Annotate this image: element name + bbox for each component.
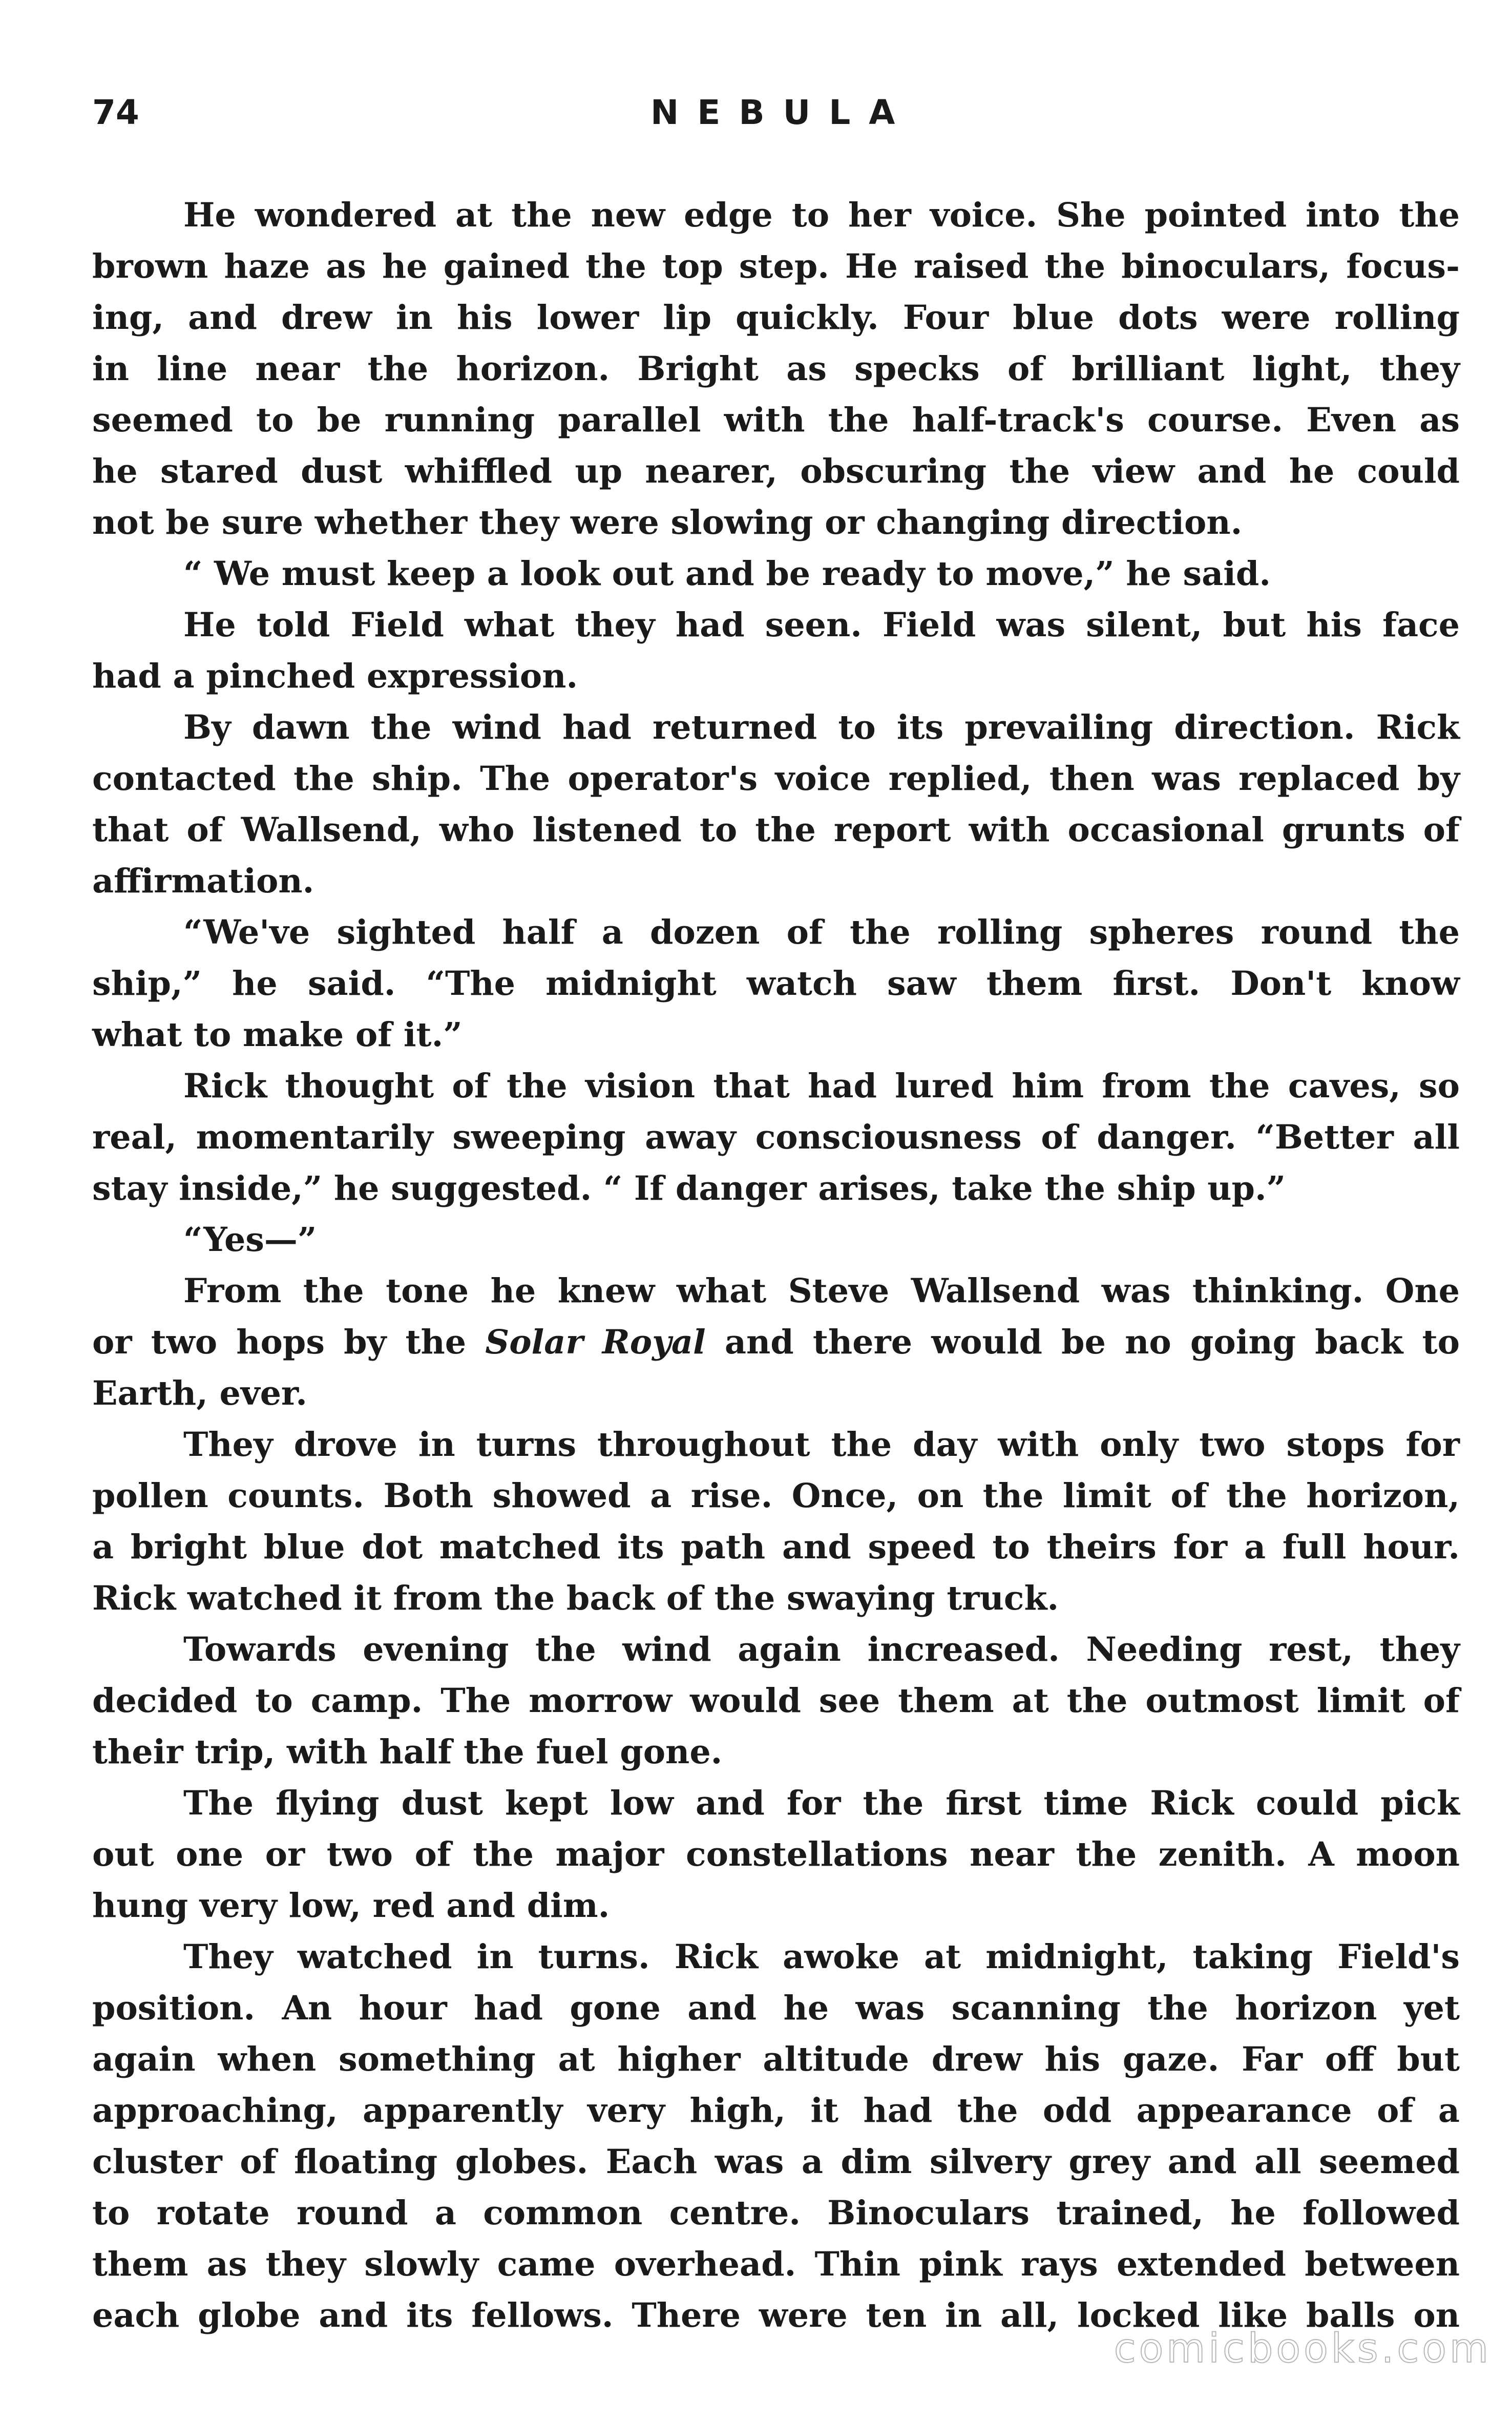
text-line: They watched in turns. Rick awoke at midnight, taking Field's <box>183 1937 1460 1976</box>
ship-name: Solar Royal <box>485 1323 706 1362</box>
text-line: out one or two of the major constellations near the zenith. A moon <box>92 1835 1460 1874</box>
text-line: ship,” he said. “The midnight watch saw them first. Don't know <box>92 964 1460 1003</box>
text-line: approaching, apparently very high, it had the odd appearance of a <box>92 2091 1460 2130</box>
text-line: what to make of it.” <box>92 1015 463 1054</box>
text-line: Towards evening the wind again increased. Needing rest, they <box>183 1630 1460 1669</box>
page-number: 74 <box>92 93 139 132</box>
text-line: not be sure whether they were slowing or changing direction. <box>92 503 1243 542</box>
text-line: Rick thought of the vision that had lured him from the caves, so <box>183 1067 1460 1105</box>
text-line: had a pinched expression. <box>92 657 578 696</box>
text-line: He told Field what they had seen. Field was silent, but his face <box>183 606 1460 644</box>
text-line: “ We must keep a look out and be ready to move,” he said. <box>183 554 1271 593</box>
text-line: pollen counts. Both showed a rise. Once, on the limit of the horizon, <box>92 1476 1460 1515</box>
text-line: decided to camp. The morrow would see them at the outmost limit of <box>92 1681 1460 1720</box>
text-line: stay inside,” he suggested. “ If danger arises, take the ship up.” <box>92 1169 1286 1208</box>
watermark: comicbooks.com <box>1114 2326 1492 2372</box>
text-line: cluster of floating globes. Each was a dim silvery grey and all seemed <box>92 2142 1460 2181</box>
text-line: “We've sighted half a dozen of the rolling spheres round the <box>183 913 1460 952</box>
text-line: real, momentarily sweeping away consciousness of danger. “Better all <box>92 1118 1460 1157</box>
text-line: he stared dust whiffled up nearer, obscuring the view and he could <box>92 452 1460 491</box>
text-line: a bright blue dot matched its path and speed to theirs for a full hour. <box>92 1528 1460 1567</box>
text-line: From the tone he knew what Steve Wallsend was thinking. One <box>183 1271 1460 1310</box>
text-line: Earth, ever. <box>92 1374 307 1413</box>
text-line: each globe and its fellows. There were ten in all, locked like balls on <box>92 2296 1460 2335</box>
page-header <box>92 87 1460 149</box>
running-title: NEBULA <box>650 93 914 132</box>
text-line: seemed to be running parallel with the half-track's course. Even as <box>92 401 1460 440</box>
text-line: brown haze as he gained the top step. He raised the binoculars, focus- <box>92 247 1460 286</box>
text-line: They drove in turns throughout the day with only two stops for <box>183 1425 1460 1464</box>
text-line: their trip, with half the fuel gone. <box>92 1732 723 1771</box>
text-line: affirmation. <box>92 862 314 901</box>
text-line: “Yes—” <box>183 1220 317 1259</box>
text-line: that of Wallsend, who listened to the report with occasional grunts of <box>92 810 1460 849</box>
text-line: or two hops by the Solar Royal and there would be no going back to <box>92 1323 1460 1362</box>
text-line: contacted the ship. The operator's voice replied, then was replaced by <box>92 759 1460 798</box>
text-line: hung very low, red and dim. <box>92 1886 610 1925</box>
text-line: By dawn the wind had returned to its prevailing direction. Rick <box>183 708 1460 747</box>
text-line: He wondered at the new edge to her voice. She pointed into the <box>183 196 1460 235</box>
body-text <box>92 190 1460 2341</box>
text-line: again when something at higher altitude drew his gaze. Far off but <box>92 2040 1460 2079</box>
text-line: to rotate round a common centre. Binoculars trained, he followed <box>92 2194 1460 2232</box>
text-line: The flying dust kept low and for the first time Rick could pick <box>183 1784 1460 1823</box>
text-line: Rick watched it from the back of the swaying truck. <box>92 1579 1059 1618</box>
text-line: position. An hour had gone and he was scanning the horizon yet <box>92 1989 1460 2028</box>
text-line: them as they slowly came overhead. Thin pink rays extended between <box>92 2245 1460 2284</box>
text-line: in line near the horizon. Bright as specks of brilliant light, they <box>92 349 1460 388</box>
text-line: ing, and drew in his lower lip quickly. Four blue dots were rolling <box>92 298 1460 337</box>
